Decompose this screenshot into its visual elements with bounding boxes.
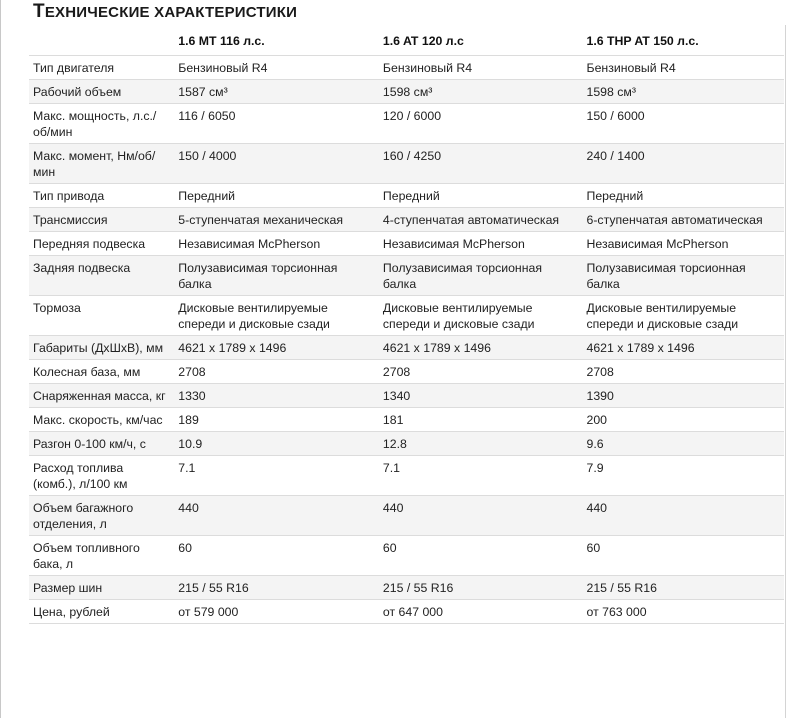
row-value-trim-1: 10.9 xyxy=(174,432,379,456)
row-value-trim-1: от 579 000 xyxy=(174,600,379,624)
row-value-trim-2: 181 xyxy=(379,408,583,432)
title-rest: ЕХНИЧЕСКИЕ ХАРАКТЕРИСТИКИ xyxy=(44,4,298,21)
row-label: Макс. скорость, км/час xyxy=(29,408,174,432)
row-value-trim-1: 440 xyxy=(174,496,379,536)
row-value-trim-2: 7.1 xyxy=(379,456,583,496)
row-value-trim-2: 1598 см³ xyxy=(379,80,583,104)
header-row xyxy=(29,27,784,56)
row-value-trim-3: 1390 xyxy=(583,384,785,408)
row-label: Макс. момент, Нм/об/мин xyxy=(29,144,174,184)
spec-table-header xyxy=(29,27,784,56)
spec-table xyxy=(29,27,784,624)
row-value-trim-3: Передний xyxy=(583,184,785,208)
row-label: Объем багажного отделения, л xyxy=(29,496,174,536)
row-value-trim-1: 1587 см³ xyxy=(174,80,379,104)
row-label: Габариты (ДхШхВ), мм xyxy=(29,336,174,360)
row-label: Тип двигателя xyxy=(29,56,174,80)
row-value-trim-1: 116 / 6050 xyxy=(174,104,379,144)
row-value-trim-3: 440 xyxy=(583,496,785,536)
left-border xyxy=(0,0,1,718)
row-value-trim-2: от 647 000 xyxy=(379,600,583,624)
row-value-trim-1: 150 / 4000 xyxy=(174,144,379,184)
table-row xyxy=(29,496,784,536)
row-value-trim-1: 5-ступенчатая механическая xyxy=(174,208,379,232)
row-label: Колесная база, мм xyxy=(29,360,174,384)
row-value-trim-2: Независимая McPherson xyxy=(379,232,583,256)
row-value-trim-2: 4621 x 1789 x 1496 xyxy=(379,336,583,360)
row-value-trim-3: 1598 см³ xyxy=(583,80,785,104)
row-value-trim-2: 215 / 55 R16 xyxy=(379,576,583,600)
row-label: Тип привода xyxy=(29,184,174,208)
row-value-trim-1: Бензиновый R4 xyxy=(174,56,379,80)
row-label: Размер шин xyxy=(29,576,174,600)
right-border xyxy=(785,25,786,718)
row-value-trim-2: Передний xyxy=(379,184,583,208)
table-row xyxy=(29,384,784,408)
row-value-trim-1: 60 xyxy=(174,536,379,576)
row-value-trim-3: 60 xyxy=(583,536,785,576)
table-row xyxy=(29,256,784,296)
table-row xyxy=(29,432,784,456)
row-label: Макс. мощность, л.с./об/мин xyxy=(29,104,174,144)
table-row xyxy=(29,536,784,576)
row-value-trim-1: 4621 x 1789 x 1496 xyxy=(174,336,379,360)
row-value-trim-3: Бензиновый R4 xyxy=(583,56,785,80)
row-value-trim-2: 60 xyxy=(379,536,583,576)
table-row xyxy=(29,296,784,336)
row-value-trim-3: 7.9 xyxy=(583,456,785,496)
page-title xyxy=(33,0,297,26)
row-label: Задняя подвеска xyxy=(29,256,174,296)
row-value-trim-2: 1340 xyxy=(379,384,583,408)
row-label: Трансмиссия xyxy=(29,208,174,232)
row-value-trim-3: Полузависимая торсионная балка xyxy=(583,256,785,296)
row-value-trim-3: Независимая McPherson xyxy=(583,232,785,256)
row-value-trim-3: 215 / 55 R16 xyxy=(583,576,785,600)
row-value-trim-3: Дисковые вентилируемые спереди и дисковые сзади xyxy=(583,296,785,336)
row-value-trim-3: от 763 000 xyxy=(583,600,785,624)
table-row xyxy=(29,600,784,624)
row-value-trim-1: Полузависимая торсионная балка xyxy=(174,256,379,296)
table-row xyxy=(29,144,784,184)
row-value-trim-3: 240 / 1400 xyxy=(583,144,785,184)
table-row xyxy=(29,56,784,80)
row-value-trim-2: 2708 xyxy=(379,360,583,384)
table-row xyxy=(29,408,784,432)
row-value-trim-2: Бензиновый R4 xyxy=(379,56,583,80)
row-value-trim-3: 150 / 6000 xyxy=(583,104,785,144)
row-value-trim-2: 4-ступенчатая автоматическая xyxy=(379,208,583,232)
row-value-trim-1: 2708 xyxy=(174,360,379,384)
table-row xyxy=(29,184,784,208)
table-row xyxy=(29,104,784,144)
table-row xyxy=(29,232,784,256)
row-value-trim-2: Дисковые вентилируемые спереди и дисковые сзади xyxy=(379,296,583,336)
row-label: Цена, рублей xyxy=(29,600,174,624)
row-value-trim-3: 200 xyxy=(583,408,785,432)
row-value-trim-2: 12.8 xyxy=(379,432,583,456)
row-value-trim-2: 440 xyxy=(379,496,583,536)
row-value-trim-1: Дисковые вентилируемые спереди и дисковые сзади xyxy=(174,296,379,336)
row-label: Снаряженная масса, кг xyxy=(29,384,174,408)
table-row xyxy=(29,456,784,496)
column-header-trim-3: 1.6 THP AT 150 л.с. xyxy=(583,27,785,56)
row-value-trim-2: Полузависимая торсионная балка xyxy=(379,256,583,296)
row-value-trim-3: 9.6 xyxy=(583,432,785,456)
row-value-trim-1: 189 xyxy=(174,408,379,432)
table-row xyxy=(29,336,784,360)
column-header-trim-2: 1.6 AT 120 л.с xyxy=(379,27,583,56)
row-value-trim-1: Независимая McPherson xyxy=(174,232,379,256)
row-value-trim-1: 7.1 xyxy=(174,456,379,496)
spec-table-body xyxy=(29,56,784,624)
column-header-trim-1: 1.6 MT 116 л.с. xyxy=(174,27,379,56)
row-value-trim-1: 1330 xyxy=(174,384,379,408)
row-label: Передняя подвеска xyxy=(29,232,174,256)
row-value-trim-1: Передний xyxy=(174,184,379,208)
row-value-trim-1: 215 / 55 R16 xyxy=(174,576,379,600)
table-row xyxy=(29,208,784,232)
row-label: Расход топлива (комб.), л/100 км xyxy=(29,456,174,496)
table-row xyxy=(29,576,784,600)
row-label: Объем топливного бака, л xyxy=(29,536,174,576)
table-row xyxy=(29,80,784,104)
row-value-trim-3: 2708 xyxy=(583,360,785,384)
table-row xyxy=(29,360,784,384)
row-value-trim-3: 4621 x 1789 x 1496 xyxy=(583,336,785,360)
row-label: Тормоза xyxy=(29,296,174,336)
row-value-trim-3: 6-ступенчатая автоматическая xyxy=(583,208,785,232)
column-header-parameter xyxy=(29,27,174,56)
row-label: Рабочий объем xyxy=(29,80,174,104)
row-value-trim-2: 120 / 6000 xyxy=(379,104,583,144)
row-value-trim-2: 160 / 4250 xyxy=(379,144,583,184)
row-label: Разгон 0-100 км/ч, с xyxy=(29,432,174,456)
title-initial: Т xyxy=(33,1,45,22)
